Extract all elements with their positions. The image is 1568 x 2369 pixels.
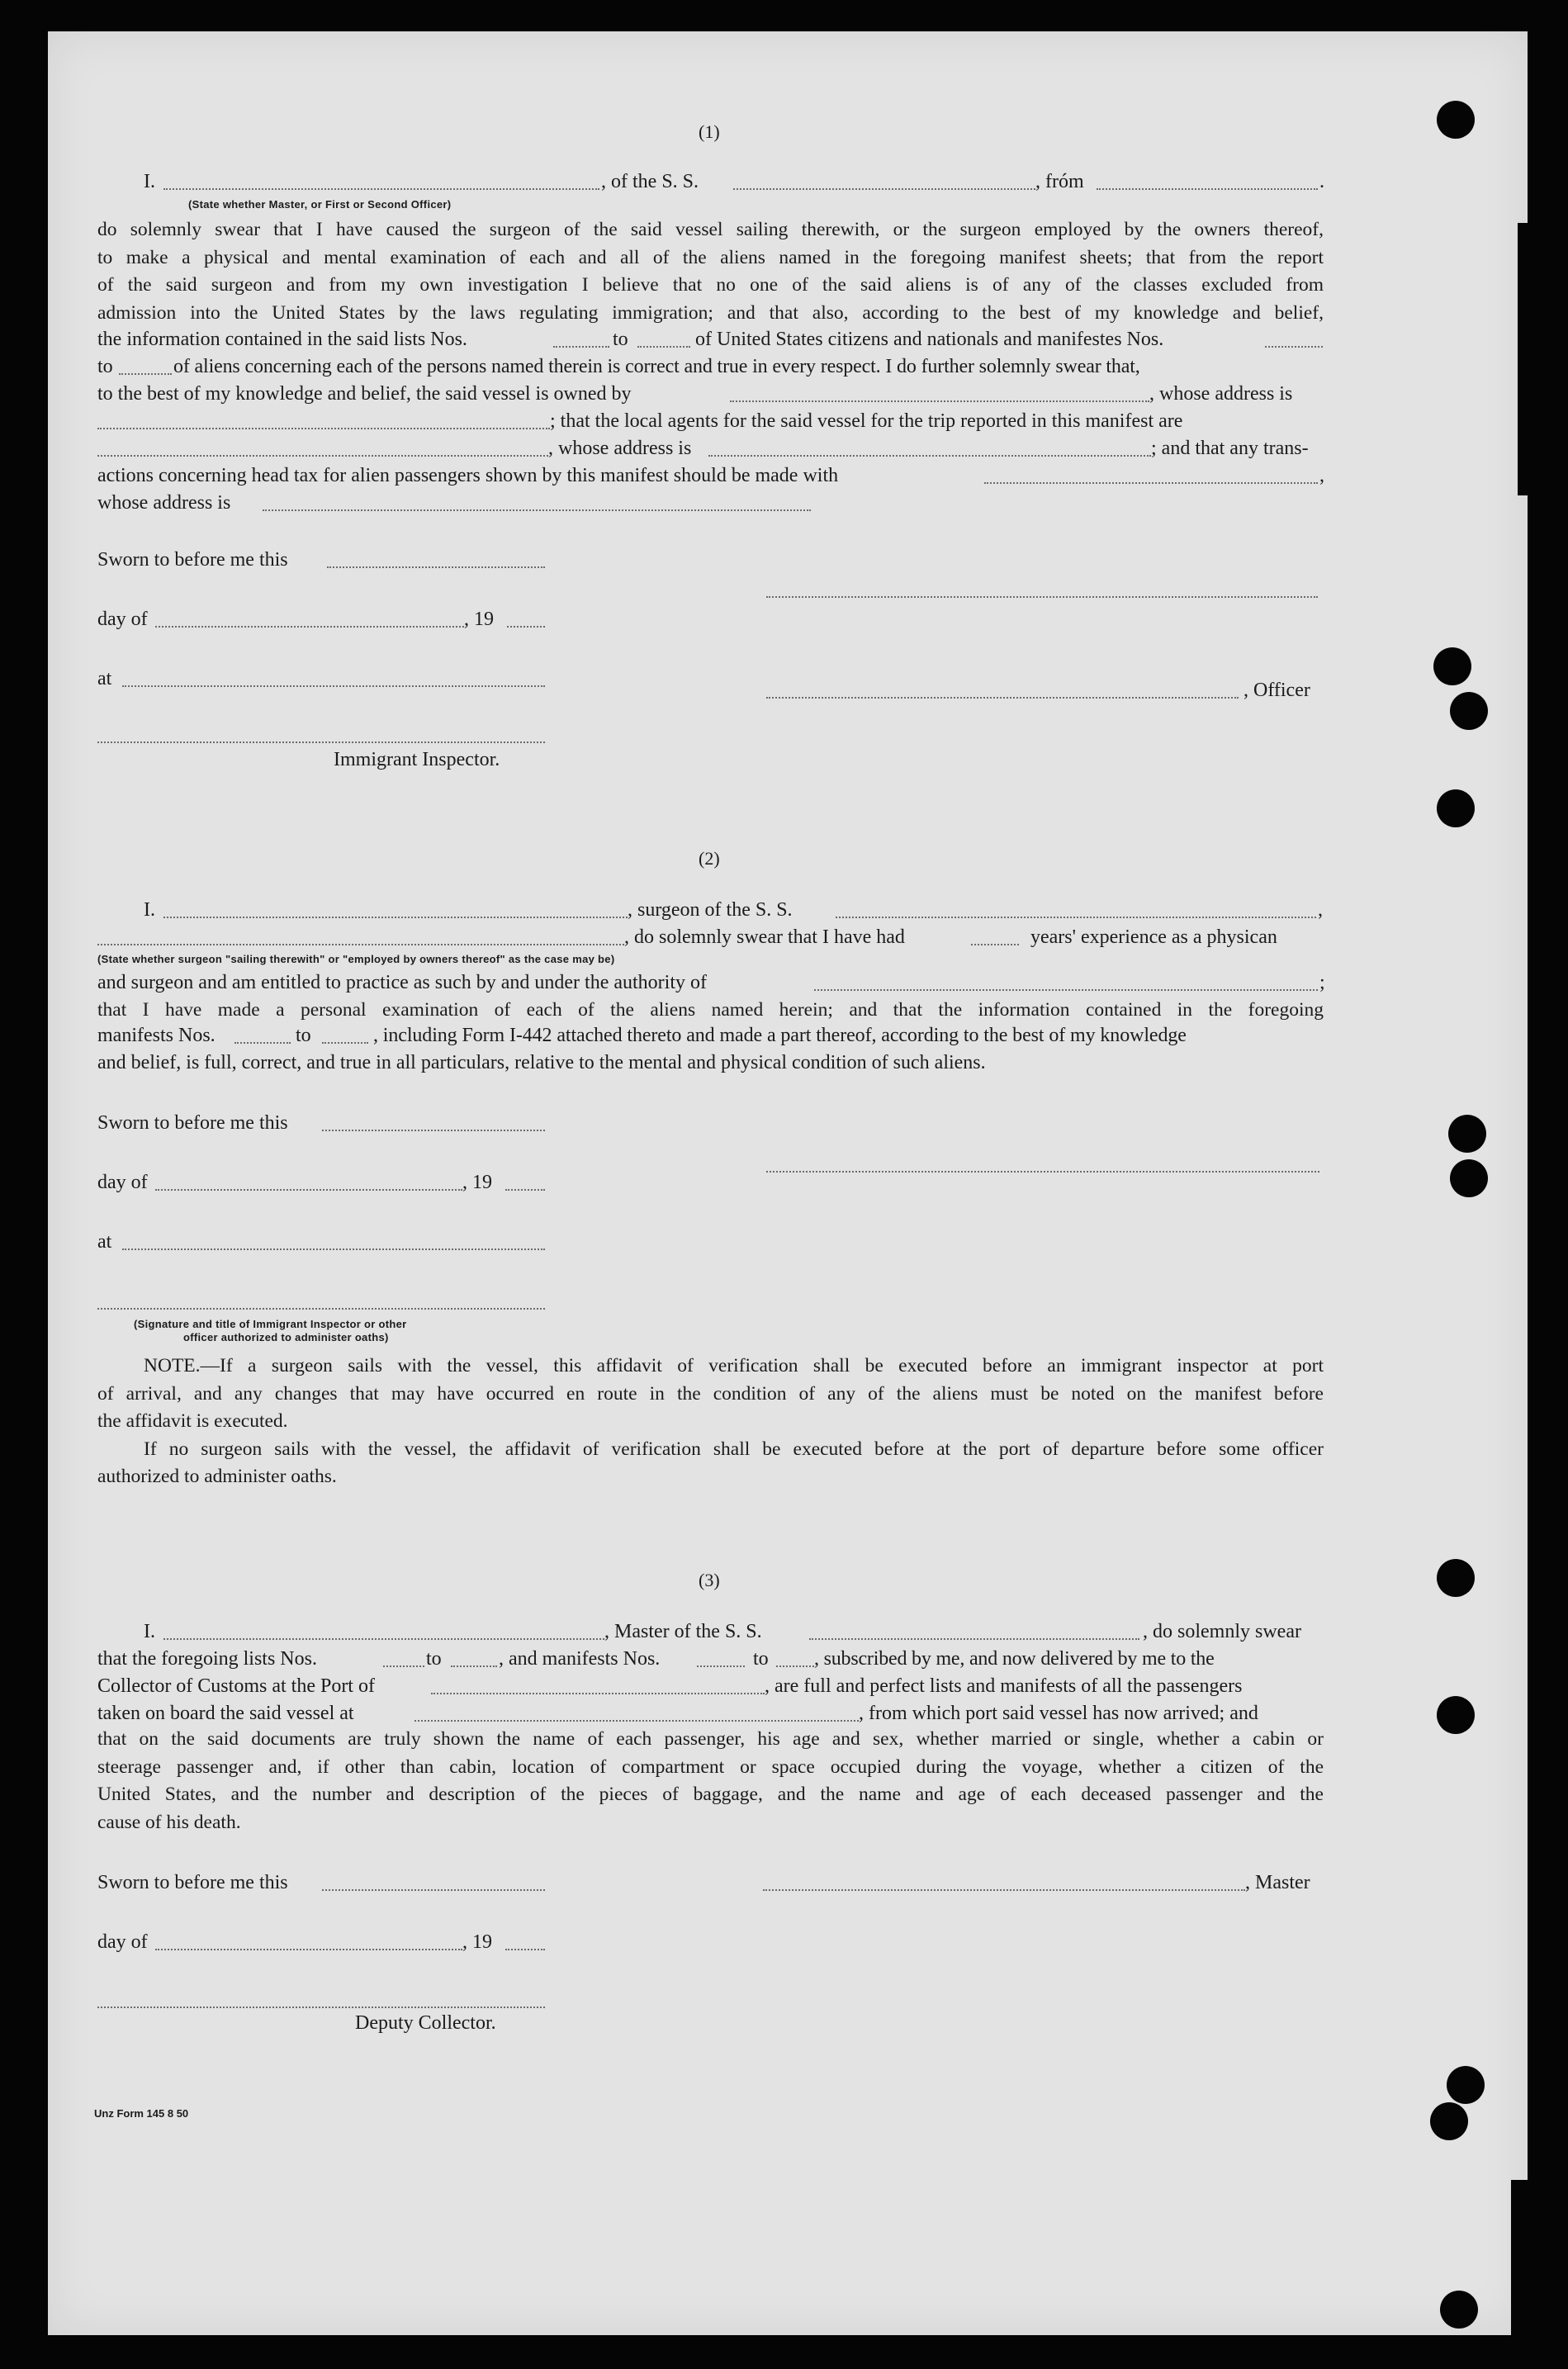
text-line: authorized to administer oaths. <box>97 1466 337 1487</box>
section-number: (1) <box>699 121 720 142</box>
punch-hole <box>1450 692 1488 730</box>
manifests-to-field[interactable] <box>119 373 172 375</box>
text: , Officer <box>1244 680 1310 701</box>
text: I. <box>144 171 155 192</box>
surgeon-signature-field[interactable] <box>766 1171 1319 1173</box>
text-line: United States, and the number and description of the pieces of baggage, and the name and age of each deceased passenger and the <box>97 1784 1324 1805</box>
text: actions concerning head tax for alien passengers shown by this manifest should be made with <box>97 465 839 486</box>
text: Collector of Customs at the Port of <box>97 1675 375 1697</box>
text: of United States citizens and nationals and manifestes Nos. <box>695 329 1164 350</box>
master-oath-paragraph <box>97 1726 1324 1836</box>
text: whose address is <box>97 492 231 514</box>
agents-address-field[interactable] <box>708 455 1151 457</box>
text: ; that the local agents for the said vessel for the trip reported in this manifest are <box>550 410 1183 432</box>
oath-paragraph <box>97 216 1324 327</box>
text: day of <box>97 609 148 630</box>
text: to <box>753 1648 769 1670</box>
year-field[interactable] <box>507 626 545 628</box>
text: ; and that any trans- <box>1151 438 1309 459</box>
text: , including Form I-442 attached thereto and made a part thereof, according to the best of my knowledge <box>373 1025 1187 1046</box>
text-line: steerage passenger and, if other than cabin, location of compartment or space occupied during the voyage, whether a citizen of the <box>97 1755 1324 1778</box>
text: Sworn to before me this <box>97 549 288 571</box>
text-line: that on the said documents are truly shown the name of each passenger, his age and sex, whether married or single, whether a cabin or <box>97 1728 1324 1750</box>
punch-hole <box>1437 101 1475 139</box>
text: that the foregoing lists Nos. <box>97 1648 317 1670</box>
text: , are full and perfect lists and manifests of all the passengers <box>765 1675 1243 1697</box>
text: the information contained in the said lists Nos. <box>97 329 467 350</box>
section-number: (2) <box>699 848 720 869</box>
sworn-date-field[interactable] <box>327 566 545 568</box>
text-line: that I have made a personal examination of each of the aliens named herein; and that the information contained in the foregoing <box>97 999 1324 1021</box>
text: , do solemnly swear <box>1143 1621 1301 1642</box>
sworn-date-field[interactable] <box>322 1889 545 1891</box>
text: , surgeon of the S. S. <box>628 899 793 921</box>
text: , subscribed by me, and now delivered by me to the <box>814 1648 1215 1670</box>
punch-hole <box>1440 2291 1478 2329</box>
text-line: NOTE.—If a surgeon sails with the vessel, this affidavit of verification shall be executed before an immigrant inspector at port <box>144 1355 1324 1376</box>
field-note: (State whether surgeon "sailing therewith" or "employed by owners thereof" as the case may be) <box>97 953 615 965</box>
form-number: Unz Form 145 8 50 <box>94 2107 189 2120</box>
years-field[interactable] <box>971 944 1019 945</box>
head-tax-address-field[interactable] <box>263 509 811 511</box>
punch-hole <box>1447 2066 1485 2104</box>
text: , 19 <box>462 1172 492 1193</box>
master-signature-field[interactable] <box>763 1889 1245 1891</box>
text: and surgeon and am entitled to practice as such by and under the authority of <box>97 972 707 993</box>
text: , do solemnly swear that I have had <box>624 926 905 948</box>
text-line: do solemnly swear that I have caused the surgeon of the said vessel sailing therewith, or the surgeon employed by the owners thereof, <box>97 219 1324 240</box>
text: day of <box>97 1172 148 1193</box>
text: years' experience as a physican <box>1030 926 1277 948</box>
punch-hole <box>1437 789 1475 827</box>
month-field[interactable] <box>155 1949 462 1950</box>
lists-to-field[interactable] <box>451 1665 497 1667</box>
text: , 19 <box>464 609 494 630</box>
surgeon-name-field[interactable] <box>163 917 628 918</box>
vessel-name-field[interactable] <box>733 188 1035 190</box>
signature-field[interactable] <box>766 596 1318 598</box>
text: to <box>613 329 628 350</box>
text: to <box>296 1025 311 1046</box>
field-note: officer authorized to administer oaths) <box>183 1331 389 1343</box>
text: I. <box>144 899 155 921</box>
field-note: (State whether Master, or First or Second Officer) <box>188 198 452 211</box>
owner-field[interactable] <box>730 400 1149 402</box>
text: at <box>97 1231 112 1253</box>
field-note: (Signature and title of Immigrant Inspector or other <box>134 1318 407 1330</box>
torn-edge <box>1518 223 1551 495</box>
text-line: of the said surgeon and from my own investigation I believe that no one of the said aliens is of any of the classes excluded from <box>97 274 1324 296</box>
text: , of the S. S. <box>601 171 699 192</box>
year-field[interactable] <box>505 1949 545 1950</box>
lists-to-field[interactable] <box>637 346 690 348</box>
vessel-name-field[interactable] <box>809 1638 1139 1640</box>
inspector-signature-field[interactable] <box>97 741 545 743</box>
place-field[interactable] <box>122 1248 545 1250</box>
text: taken on board the said vessel at <box>97 1703 354 1724</box>
text: , fróm <box>1035 171 1084 192</box>
text: Sworn to before me this <box>97 1872 288 1893</box>
punch-hole <box>1430 2102 1468 2140</box>
punch-hole <box>1437 1696 1475 1734</box>
text-line: of arrival, and any changes that may have occurred en route in the condition of any of the aliens must be noted on the manifest before <box>97 1382 1324 1405</box>
text: , 19 <box>462 1931 492 1953</box>
text: I. <box>144 1621 155 1642</box>
port-field[interactable] <box>431 1693 765 1694</box>
text: to <box>426 1648 442 1670</box>
note-paragraph <box>97 1353 1324 1491</box>
embarkation-port-field[interactable] <box>415 1720 859 1722</box>
torn-edge-bottom <box>1511 2180 1544 2337</box>
officer-name-field[interactable] <box>163 188 599 190</box>
manifests-to-field[interactable] <box>322 1042 368 1044</box>
surgeon-type-field[interactable] <box>97 944 624 945</box>
text: , <box>1319 465 1324 486</box>
lists-from-field[interactable] <box>383 1665 424 1667</box>
from-port-field[interactable] <box>1097 188 1318 190</box>
collector-signature-field[interactable] <box>97 2007 545 2008</box>
text-line: to make a physical and mental examination of each and all of the aliens named in the foregoing manifest sheets; that from the report <box>97 246 1324 268</box>
month-field[interactable] <box>155 1189 462 1191</box>
text: , <box>1318 899 1323 921</box>
manifests-from-field[interactable] <box>1265 346 1323 348</box>
authority-field[interactable] <box>814 989 1318 991</box>
lists-from-field[interactable] <box>553 346 609 348</box>
manifests-to-field[interactable] <box>776 1665 814 1667</box>
text: of aliens concerning each of the persons named therein is correct and true in every respect. I do further solemnly swear that, <box>173 356 1140 377</box>
text-line: cause of his death. <box>97 1811 241 1833</box>
punch-hole <box>1450 1159 1488 1197</box>
text-line: If no surgeon sails with the vessel, the affidavit of verification shall be executed before at the port of departure before some officer <box>144 1438 1324 1460</box>
head-tax-party-field[interactable] <box>984 482 1318 484</box>
text: , from which port said vessel has now arrived; and <box>859 1703 1258 1724</box>
manifests-from-field[interactable] <box>697 1665 745 1667</box>
text: , Master <box>1245 1872 1310 1893</box>
section-number: (3) <box>699 1570 720 1590</box>
text: manifests Nos. <box>97 1025 216 1046</box>
place-field[interactable] <box>122 685 545 687</box>
text: Sworn to before me this <box>97 1112 288 1134</box>
text: Immigrant Inspector. <box>334 749 500 770</box>
text: Deputy Collector. <box>355 2012 496 2034</box>
text: and belief, is full, correct, and true in all particulars, relative to the mental and physical condition of such aliens. <box>97 1052 986 1073</box>
text: to <box>97 356 113 377</box>
text: , whose address is <box>548 438 692 459</box>
text: . <box>1319 171 1324 192</box>
inspector-signature-field[interactable] <box>97 1308 545 1310</box>
text: ; <box>1319 972 1325 993</box>
punch-hole <box>1448 1115 1486 1153</box>
text: , whose address is <box>1149 383 1293 405</box>
agents-field[interactable] <box>97 455 548 457</box>
text: , and manifests Nos. <box>499 1648 661 1670</box>
text: at <box>97 668 112 689</box>
surgeon-vessel-field[interactable] <box>836 917 1316 918</box>
examination-paragraph <box>97 997 1324 1025</box>
officer-signature-field[interactable] <box>766 697 1239 699</box>
master-name-field[interactable] <box>163 1638 604 1640</box>
month-field[interactable] <box>155 626 464 628</box>
year-field[interactable] <box>505 1189 545 1191</box>
text: , Master of the S. S. <box>604 1621 762 1642</box>
text: to the best of my knowledge and belief, the said vessel is owned by <box>97 383 632 405</box>
text: day of <box>97 1931 148 1953</box>
punch-hole <box>1433 647 1471 685</box>
manifests-from-field[interactable] <box>234 1042 291 1044</box>
owner-address-field[interactable] <box>97 428 550 429</box>
punch-hole <box>1437 1559 1475 1597</box>
text-line: admission into the United States by the laws regulating immigration; and that also, according to the best of my knowledge and belief, <box>97 301 1324 324</box>
text-line: the affidavit is executed. <box>97 1410 288 1432</box>
sworn-date-field[interactable] <box>322 1130 545 1131</box>
